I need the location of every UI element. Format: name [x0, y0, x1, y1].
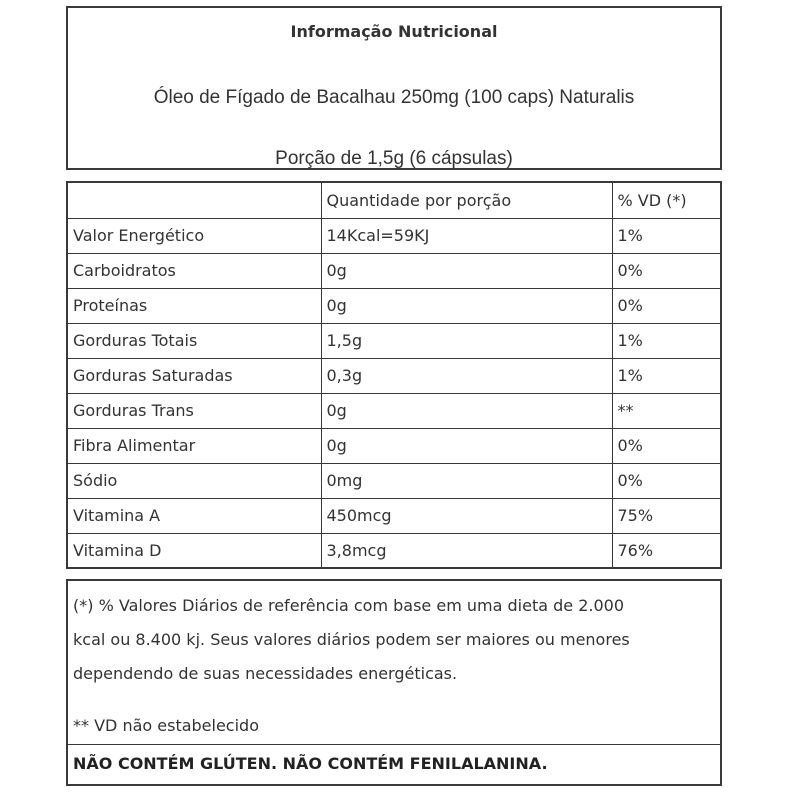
- nutrient-quantity: 0g: [321, 428, 612, 463]
- nutrition-table: [68, 183, 720, 568]
- nutrient-quantity: 3,8mcg: [321, 533, 612, 568]
- vd-not-established-note: ** VD não estabelecido: [73, 716, 259, 735]
- table-row: [68, 428, 720, 463]
- nutrient-vd: 0%: [612, 428, 720, 463]
- nutrient-quantity: 0mg: [321, 463, 612, 498]
- header-cell-quantity: Quantidade por porção: [321, 183, 612, 218]
- allergen-warning: NÃO CONTÉM GLÚTEN. NÃO CONTÉM FENILALANINA.: [73, 754, 548, 773]
- nutrient-vd: 1%: [612, 358, 720, 393]
- nutrient-name: Gorduras Trans: [68, 393, 321, 428]
- nutrient-quantity: 0,3g: [321, 358, 612, 393]
- nutrient-quantity: 14Kcal=59KJ: [321, 218, 612, 253]
- table-row: [68, 533, 720, 568]
- header-cell-vd: % VD (*): [612, 183, 720, 218]
- nutrient-quantity: 0g: [321, 288, 612, 323]
- nutrition-table-box: [66, 181, 722, 569]
- nutrient-name: Gorduras Totais: [68, 323, 321, 358]
- table-row: [68, 358, 720, 393]
- nutrient-quantity: 0g: [321, 393, 612, 428]
- header-cell-nutrient: [68, 183, 321, 218]
- nutrient-quantity: 0g: [321, 253, 612, 288]
- note-line: dependendo de suas necessidades energéticas.: [73, 664, 458, 683]
- portion-size: Porção de 1,5g (6 cápsulas): [275, 148, 513, 169]
- nutrient-name: Gorduras Saturadas: [68, 358, 321, 393]
- table-row: [68, 498, 720, 533]
- table-row: [68, 253, 720, 288]
- nutrient-vd: **: [612, 393, 720, 428]
- note-line: (*) % Valores Diários de referência com base em uma dieta de 2.000: [73, 596, 624, 615]
- nutrition-title: Informação Nutricional: [290, 22, 498, 41]
- nutrient-name: Vitamina A: [68, 498, 321, 533]
- nutrient-vd: 0%: [612, 463, 720, 498]
- nutrient-quantity: 450mcg: [321, 498, 612, 533]
- table-header-row: [68, 183, 720, 218]
- nutrient-vd: 1%: [612, 218, 720, 253]
- nutrient-name: Fibra Alimentar: [68, 428, 321, 463]
- nutrient-vd: 0%: [612, 288, 720, 323]
- header-box: [66, 6, 722, 170]
- table-row: [68, 288, 720, 323]
- nutrient-quantity: 1,5g: [321, 323, 612, 358]
- nutrient-vd: 76%: [612, 533, 720, 568]
- table-row: [68, 218, 720, 253]
- table-row: [68, 323, 720, 358]
- daily-values-note: [73, 589, 712, 691]
- product-name: Óleo de Fígado de Bacalhau 250mg (100 caps) Naturalis: [153, 87, 635, 108]
- nutrient-name: Valor Energético: [68, 218, 321, 253]
- divider: [68, 744, 720, 745]
- table-row: [68, 393, 720, 428]
- nutrient-name: Carboidratos: [68, 253, 321, 288]
- nutrient-name: Vitamina D: [68, 533, 321, 568]
- nutrient-name: Sódio: [68, 463, 321, 498]
- note-line: kcal ou 8.400 kj. Seus valores diários podem ser maiores ou menores: [73, 630, 630, 649]
- footer-box: [66, 579, 722, 786]
- nutrient-vd: 1%: [612, 323, 720, 358]
- nutrient-vd: 75%: [612, 498, 720, 533]
- nutrient-vd: 0%: [612, 253, 720, 288]
- nutrient-name: Proteínas: [68, 288, 321, 323]
- table-row: [68, 463, 720, 498]
